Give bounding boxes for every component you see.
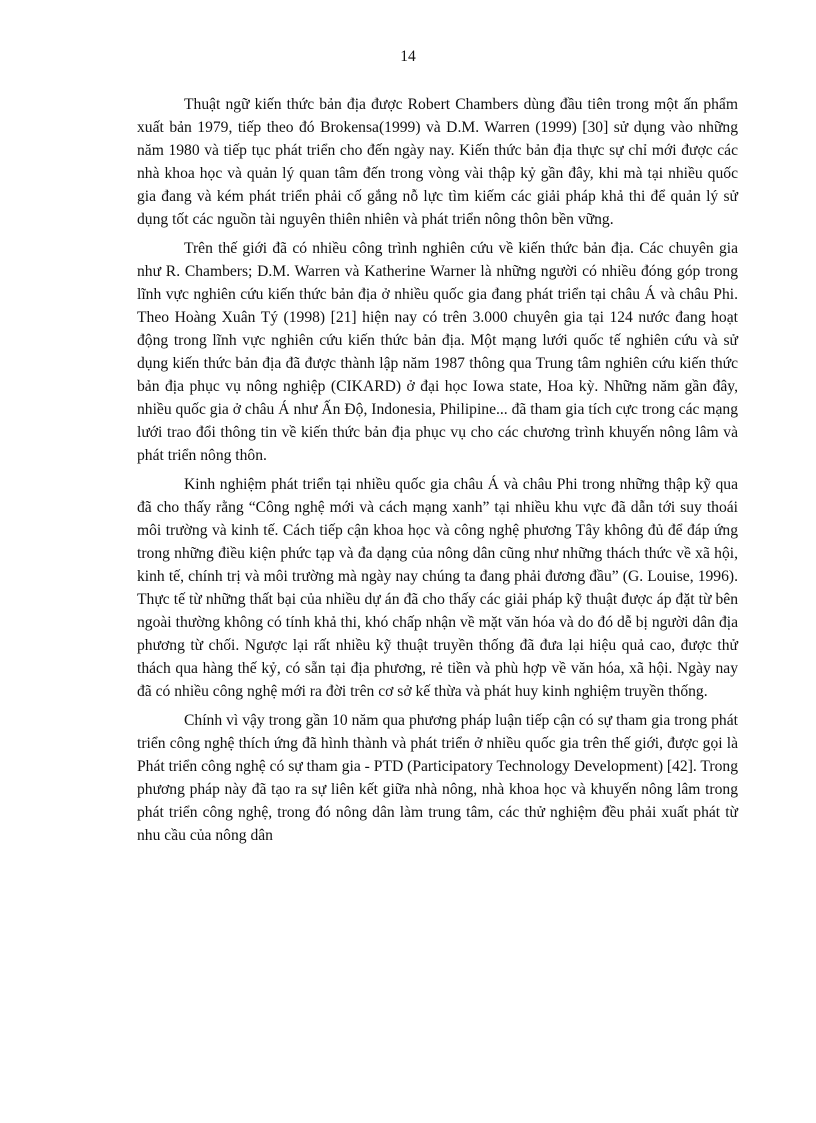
paragraph-indigenous-knowledge-origin: Thuật ngữ kiến thức bản địa được Robert Chambers dùng đầu tiên trong một ấn phẩm xuất bản 1979, tiếp theo đó Brokensa(1999) và D.M. Warren (1999) [30] sử dụng vào những năm 1980 và tiếp tục phát triển cho đến ngày nay. Kiến thức bản địa thực sự chỉ mới được các nhà khoa học và quản lý quan tâm đến trong vòng vài thập kỷ gần đây, khi mà tại nhiều quốc gia đang và kém phát triển phải cố gắng nỗ lực tìm kiếm các giải pháp khả thi để quản lý sử dụng tốt các nguồn tài nguyên thiên nhiên và phát triển nông thôn bền vững. (137, 96, 738, 228)
paragraph-development-experience: Kinh nghiệm phát triển tại nhiều quốc gia châu Á và châu Phi trong những thập kỹ qua đã cho thấy rằng “Công nghệ mới và cách mạng xanh” tại nhiều khu vực đã dẫn tới suy thoái môi trường và kinh tế. Cách tiếp cận khoa học và công nghệ phương Tây không đủ để đáp ứng trong những điều kiện phức tạp và đa dạng của nông dân cũng như những thách thức về xã hội, kinh tế, chính trị và môi trường mà ngày nay chúng ta đang phải đương đầu” (G. Louise, 1996). Thực tế từ những thất bại của nhiều dự án đã cho thấy các giải pháp kỹ thuật được áp đặt từ bên ngoài thường không có tính khả thi, khó chấp nhận về mặt văn hóa và do đó dễ bị người dân địa phương từ chối. Ngược lại rất nhiều kỹ thuật truyền thống đã đưa lại hiệu quả cao, được thử thách qua hàng thế kỷ, có sẵn tại địa phương, rẻ tiền và phù hợp về văn hóa, xã hội. Ngày nay đã có nhiều công nghệ mới ra đời trên cơ sở kế thừa và phát huy kinh nghiệm truyền thống. (137, 476, 738, 700)
paragraph-participatory-technology: Chính vì vậy trong gần 10 năm qua phương pháp luận tiếp cận có sự tham gia trong phát triển công nghệ thích ứng đã hình thành và phát triển ở nhiều quốc gia trên thế giới, được gọi là Phát triển công nghệ có sự tham gia - PTD (Participatory Technology Development) [42]. Trong phương pháp này đã tạo ra sự liên kết giữa nhà nông, nhà khoa học và khuyến nông lâm trong phát triển công nghệ, trong đó nông dân làm trung tâm, các thử nghiệm đều phải xuất phát từ nhu cầu của nông dân (137, 712, 738, 844)
body-text (137, 93, 738, 853)
paragraph-world-research: Trên thế giới đã có nhiều công trình nghiên cứu về kiến thức bản địa. Các chuyên gia như R. Chambers; D.M. Warren và Katherine Warner là những người có nhiều đóng góp trong lĩnh vực nghiên cứu kiến thức bản địa ở nhiều quốc gia đang phát triển tại châu Á và châu Phi. Theo Hoàng Xuân Tý (1998) [21] hiện nay có trên 3.000 chuyên gia tại 124 nước đang hoạt động trong lĩnh vực nghiên cứu kiến thức bản địa. Một mạng lưới quốc tế nghiên cứu và sử dụng kiến thức bản địa đã được thành lập năm 1987 thông qua Trung tâm nghiên cứu kiến thức bản địa phục vụ nông nghiệp (CIKARD) ở đại học Iowa state, Hoa kỳ. Những năm gần đây, nhiều quốc gia ở châu Á như Ấn Độ, Indonesia, Philipine... đã tham gia tích cực trong các mạng lưới trao đổi thông tin về kiến thức bản địa phục vụ cho các chương trình khuyến nông lâm và phát triển nông thôn. (137, 240, 738, 464)
page-number: 14 (400, 48, 416, 65)
